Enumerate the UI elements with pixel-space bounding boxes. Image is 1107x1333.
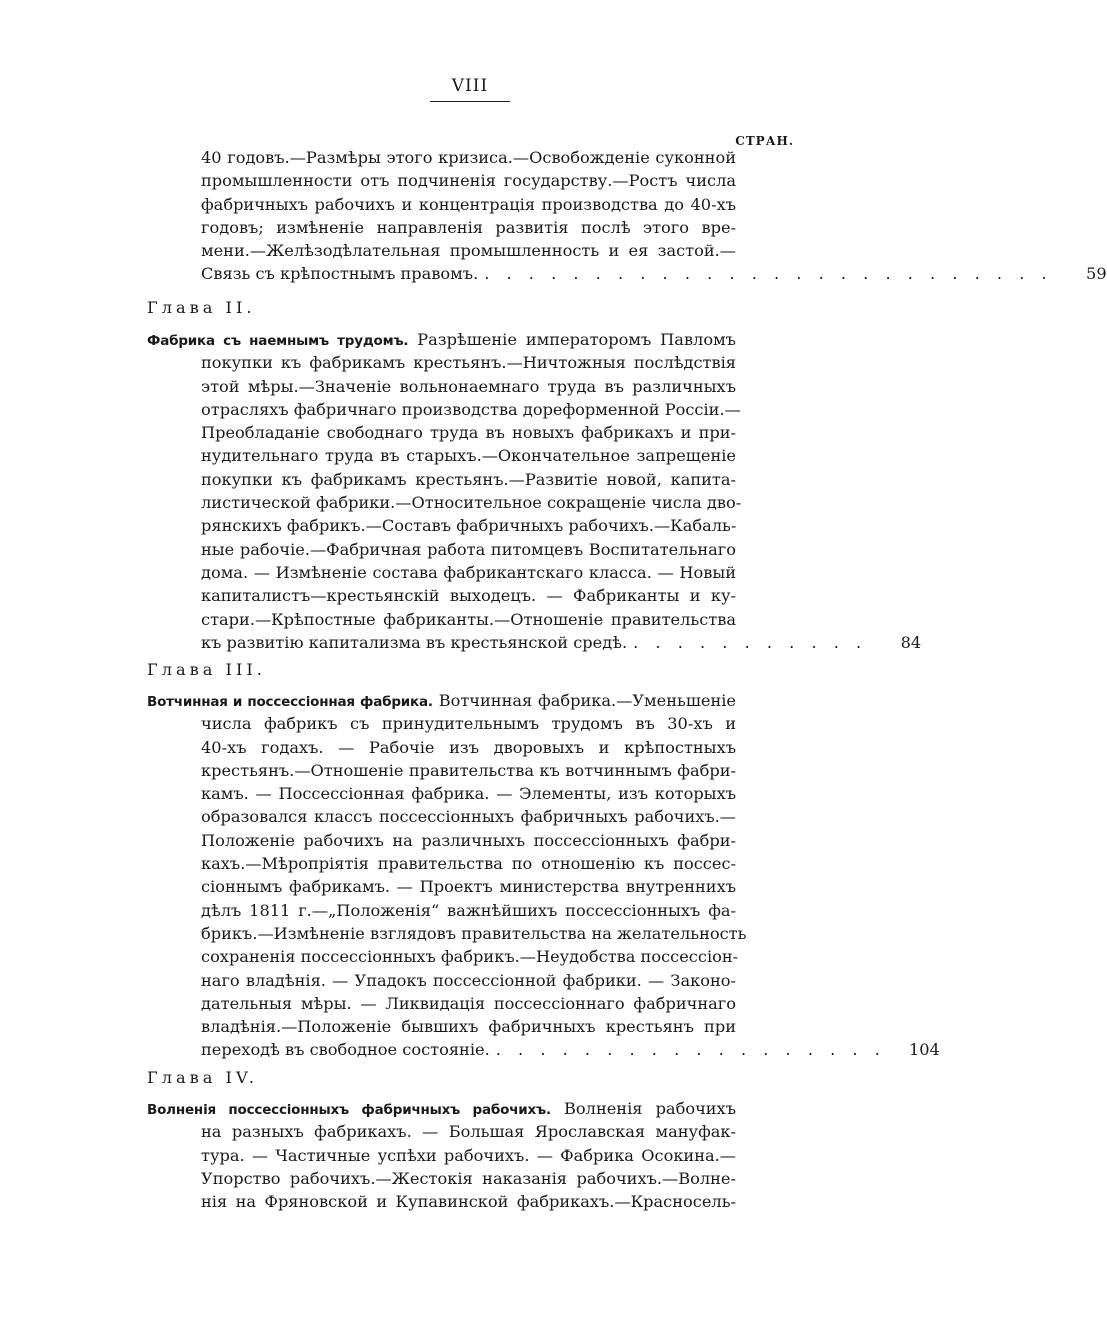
entry-first-line (147, 328, 736, 351)
text-line: владѣнія.—Положеніе бывшихъ фабричныхъ крестьянъ при (201, 1017, 736, 1037)
entry-last-line (147, 1038, 940, 1061)
text-line: на разныхъ фабрикахъ. — Большая Ярославская мануфак- (201, 1122, 736, 1142)
text-line: фабричныхъ рабочихъ и концентрація производства до 40-хъ (201, 194, 736, 214)
text-line: кахъ.—Мѣропріятія правительства по отношенію къ поссес- (201, 854, 736, 874)
text-line: покупки къ фабрикамъ крестьянъ.—Развитіе новой, капита- (201, 469, 736, 489)
text-line: сіоннымъ фабрикамъ. — Проектъ министерства внутреннихъ (201, 877, 736, 897)
leader-dots: . . . . . . . . . . . (633, 632, 868, 652)
text-line: этой мѣры.—Значеніе вольнонаемнаго труда въ различныхъ (201, 376, 736, 396)
text-line: дома. — Измѣненіе состава фабрикантскаго класса. — Новый (201, 562, 736, 582)
text-line: 40-хъ годахъ. — Рабочіе изъ дворовыхъ и крѣпостныхъ (201, 737, 736, 757)
text-line: тура. — Частичные успѣхи рабочихъ. — Фабрика Осокина.— (201, 1145, 736, 1165)
chapter-heading: Глава III. (147, 660, 266, 679)
chapter-title: Фабрика съ наемнымъ трудомъ. (147, 333, 409, 349)
text-line: листической фабрики.—Относительное сокращеніе числа дво- (201, 493, 742, 513)
page-ref: 104 (908, 1040, 940, 1060)
page-ref: 84 (900, 632, 922, 652)
text-line: числа фабрикъ съ принудительнымъ трудомъ въ 30-хъ и (201, 714, 736, 734)
page-column-header: СТРАН. (735, 134, 794, 148)
leader-dots: . . . . . . . . . . . . . . . . . . (495, 1040, 886, 1060)
chapter-entry (147, 1097, 789, 1213)
text-line: 40 годовъ.—Размѣры этого кризиса.—Освобожденіе суконной (201, 148, 736, 167)
text-span: Разрѣшеніе императоромъ Павломъ (417, 330, 736, 349)
text-line: камъ. — Поссессіонная фабрика. — Элементы, изъ которыхъ (201, 784, 736, 804)
page-number: VIII (451, 76, 489, 96)
intro-entry (147, 146, 1107, 286)
text-line: наго владѣнія. — Упадокъ поссессіонной фабрики. — Законо- (201, 970, 736, 990)
leader-dots: . . . . . . . . . . . . . . . . . . . . . . . . . . (484, 264, 1053, 284)
text-line: дѣлъ 1811 г.—„Положенія“ важнѣйшихъ поссессіонныхъ фа- (201, 900, 736, 920)
text-line: покупки къ фабрикамъ крестьянъ.—Ничтожныя послѣдствія (201, 353, 736, 373)
entry-last-line (147, 631, 922, 654)
entry-last-text: Связь съ крѣпостнымъ правомъ. (201, 264, 479, 284)
entry-last-text: переходѣ въ свободное состояніе. (201, 1040, 490, 1060)
chapter-heading: Глава II. (147, 298, 256, 317)
text-span: Вотчинная фабрика.—Уменьшеніе (438, 691, 736, 710)
text-line: отрасляхъ фабричнаго производства дореформенной Россіи.— (201, 399, 741, 419)
text-line: рянскихъ фабрикъ.—Составъ фабричныхъ рабочихъ.—Кабаль- (201, 516, 737, 536)
page-ref: 59 (1086, 264, 1107, 284)
entry-last-line (147, 262, 1107, 285)
text-line: Преобладаніе свободнаго труда въ новыхъ фабрикахъ и при- (201, 423, 736, 443)
text-line: Упорство рабочихъ.—Жестокія наказанія рабочихъ.—Волне- (201, 1168, 736, 1188)
text-line: стари.—Крѣпостные фабриканты.—Отношеніе правительства (201, 609, 736, 629)
chapter-entry (147, 689, 940, 1062)
page-number-rule (430, 101, 510, 102)
text-line: промышленности отъ подчиненія государству.—Ростъ числа (201, 171, 736, 191)
entry-last-text: къ развитію капитализма въ крестьянской средѣ. (201, 632, 628, 652)
text-line: нія на Фряновской и Купавинской фабрикахъ.—Красносель- (201, 1192, 736, 1212)
chapter-heading: Глава IV. (147, 1068, 258, 1087)
text-line: образовался классъ поссессіонныхъ фабричныхъ рабочихъ.— (201, 807, 736, 827)
text-line: мени.—Желѣзодѣлательная промышленность и ея застой.— (201, 241, 736, 261)
text-line: капиталистъ—крестьянскій выходецъ. — Фабриканты и ку- (201, 586, 736, 606)
text-line: брикъ.—Измѣненіе взглядовъ правительства на желательность (201, 923, 747, 943)
entry-first-line (147, 689, 736, 712)
text-span: Волненія рабочихъ (564, 1099, 736, 1118)
text-line: годовъ; измѣненіе направленія развитія послѣ этого вре- (201, 217, 736, 237)
text-line: крестьянъ.—Отношеніе правительства къ вотчиннымъ фабри- (201, 760, 736, 780)
chapter-title: Вотчинная и поссессіонная фабрика. (147, 694, 433, 710)
text-line: нудительнаго труда въ старыхъ.—Окончательное запрещеніе (201, 446, 736, 466)
entry-first-line (147, 1097, 736, 1120)
text-line: ные рабочіе.—Фабричная работа питомцевъ Воспитательнаго (201, 539, 736, 559)
text-line: сохраненія поссессіонныхъ фабрикъ.—Неудобства поссессіон- (201, 947, 739, 967)
text-line: дательныя мѣры. — Ликвидація поссессіоннаго фабричнаго (201, 993, 736, 1013)
chapter-entry (147, 328, 922, 654)
chapter-title: Волненія поссессіонныхъ фабричныхъ рабочихъ. (147, 1102, 551, 1118)
text-line: Положеніе рабочихъ на различныхъ поссессіонныхъ фабри- (201, 830, 736, 850)
